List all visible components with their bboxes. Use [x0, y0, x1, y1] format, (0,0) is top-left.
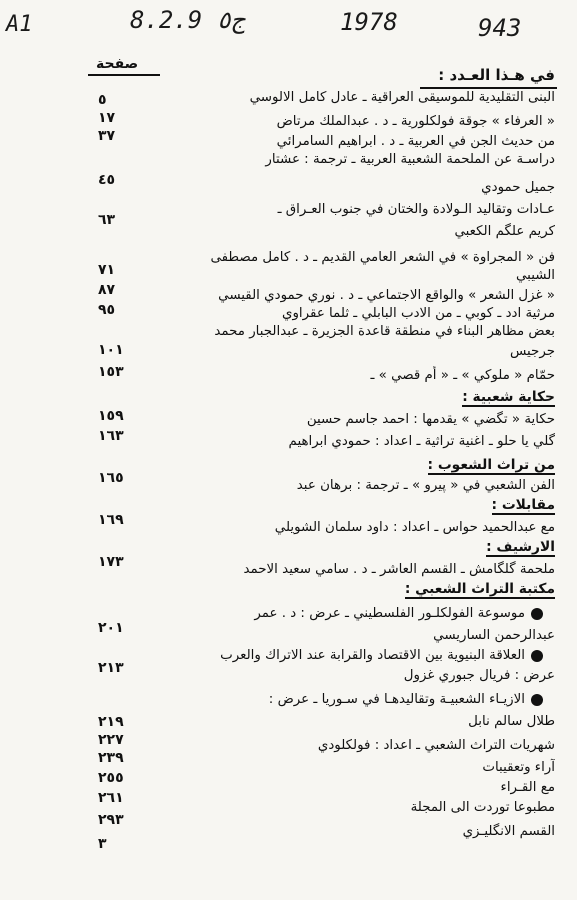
page-number: ١٥٣ — [98, 364, 124, 380]
page-number: ١٧٣ — [98, 554, 124, 570]
page-number: ١٧ — [98, 110, 116, 126]
toc-entry: مرثية ادد ـ كوبي ـ من الادب البابلي ـ ثلما عقراوي — [281, 306, 555, 321]
toc-entry: جرجيس — [509, 344, 555, 359]
page-number: ٨٧ — [98, 282, 116, 298]
toc-entry: حمّام « ملوكي » ـ « أم قصي » ـ — [370, 368, 555, 383]
section-heading-row — [300, 388, 555, 407]
section-item: حكاية « تگضي » يقدمها : احمد جاسم حسين — [306, 412, 555, 427]
page-number: ٥ — [98, 92, 107, 108]
section-item: گلي يا حلو ـ اغنية تراثية ـ اعداد : حمودي ابراهيم — [288, 434, 555, 449]
page-number: ١٦٩ — [98, 512, 124, 528]
page-number: ٢٢٧ — [98, 732, 124, 748]
bullet-marker — [531, 694, 543, 706]
page-number: ٩٥ — [98, 302, 116, 318]
page-number: ١٥٩ — [98, 408, 124, 424]
section-item: القسم الانگليـزي — [462, 824, 555, 839]
page-number: ١٦٥ — [98, 470, 124, 486]
section-heading: الارشيف : — [486, 539, 555, 555]
page-column-label: صفحة — [96, 56, 139, 72]
toc-entry: كريم علگم الكعبي — [454, 224, 555, 239]
section-item: مع القـراء — [500, 780, 555, 795]
section-item: عبدالرحمن الساريسي — [433, 628, 555, 643]
page-number: ٢٠١ — [98, 620, 124, 636]
handwritten-date: 8.2.9 ج٥ — [130, 6, 246, 34]
toc-entry: البنى التقليدية للموسيقى العراقية ـ عادل كامل الالوسي — [249, 90, 555, 105]
section-heading-row — [300, 496, 555, 515]
toc-entry: فن « المجراوة » في الشعر العامي القديم ـ د . كامل مصطفى — [210, 250, 555, 265]
toc-entry: عـادات وتقاليد الـولادة والختان في جنوب العـراق ـ — [277, 202, 555, 217]
section-item: موسوعة الفولكلـور الفلسطيني ـ عرض : د . عمر — [254, 606, 525, 621]
page-number: ١٦٣ — [98, 428, 124, 444]
section-item: مطبوعا توردت الى المجلة — [410, 800, 555, 815]
section-item: آراء وتعقيبات — [482, 760, 555, 775]
handwritten-ref: 943 — [478, 14, 522, 42]
section-item: الفن الشعبي في « پيرو » ـ ترجمة : برهان عبد — [296, 478, 555, 493]
page-number: ٧١ — [98, 262, 116, 278]
section-heading-row — [300, 538, 555, 557]
section-item: شهريات التراث الشعبي ـ اعداد : فولكلودي — [317, 738, 555, 753]
section-item: ملحمة گلگامش ـ القسم العاشر ـ د . سامي سعيد الاحمد — [243, 562, 555, 577]
page-label-underline — [88, 74, 160, 76]
toc-entry: بعض مظاهر البناء في منطقة قاعدة الجزيرة ـ عبدالجبار محمد — [214, 324, 555, 339]
toc-entry: دراسـة عن الملحمة الشعبية العربية ـ ترجمة : عشتار — [265, 152, 555, 167]
section-heading: من تراث الشعوب : — [427, 457, 555, 473]
section-heading: مكتبة التراث الشعبي : — [404, 581, 555, 597]
page-number: ٣٧ — [98, 128, 116, 144]
bullet-marker — [531, 650, 543, 662]
section-item: عرض : فريال جبوري غزول — [403, 668, 555, 683]
section-item: مع عبدالحميد حواس ـ اعداد : داود سلمان الشويلي — [274, 520, 555, 535]
toc-entry: « غزل الشعر » والواقع الاجتماعي ـ د . نوري حمودي القيسي — [218, 288, 555, 303]
section-heading-row — [300, 580, 555, 599]
handwritten-code: A1 — [6, 12, 33, 37]
page-number: ٤٥ — [98, 172, 116, 188]
toc-entry: الشيبي — [516, 268, 555, 283]
handwritten-year: 1978 — [340, 8, 398, 36]
page-number: ٣ — [98, 836, 107, 852]
page-number: ٢٦١ — [98, 790, 124, 806]
page-number: ٢٥٥ — [98, 770, 124, 786]
toc-entry: « العرفاء » جوقة فولكلورية ـ د . عبدالملك مرتاض — [276, 114, 555, 129]
contents-title: في هـذا العـدد : — [438, 66, 555, 84]
section-item: الازيـاء الشعبيـة وتقاليدهـا في سـوريا ـ عرض : — [268, 692, 525, 707]
bullet-marker — [531, 608, 543, 620]
section-item: العلاقة البنيوية بين الاقتصاد والقرابة عند الاتراك والعرب — [220, 648, 525, 663]
toc-entry: جميل حمودي — [481, 180, 555, 195]
page-number: ١٠١ — [98, 342, 124, 358]
page-number: ٢١٣ — [98, 660, 124, 676]
page-number: ٢٩٣ — [98, 812, 124, 828]
page-number: ٢٣٩ — [98, 750, 124, 766]
section-item: طلال سالم نابل — [468, 714, 555, 729]
section-heading-row — [300, 456, 555, 475]
section-heading: حكاية شعبية : — [462, 389, 555, 405]
section-heading: مقابلات : — [491, 497, 555, 513]
toc-entry: من حديث الجن في العربية ـ د . ابراهيم السامرائي — [276, 134, 555, 149]
page-number: ٦٣ — [98, 212, 116, 228]
page-number: ٢١٩ — [98, 714, 124, 730]
